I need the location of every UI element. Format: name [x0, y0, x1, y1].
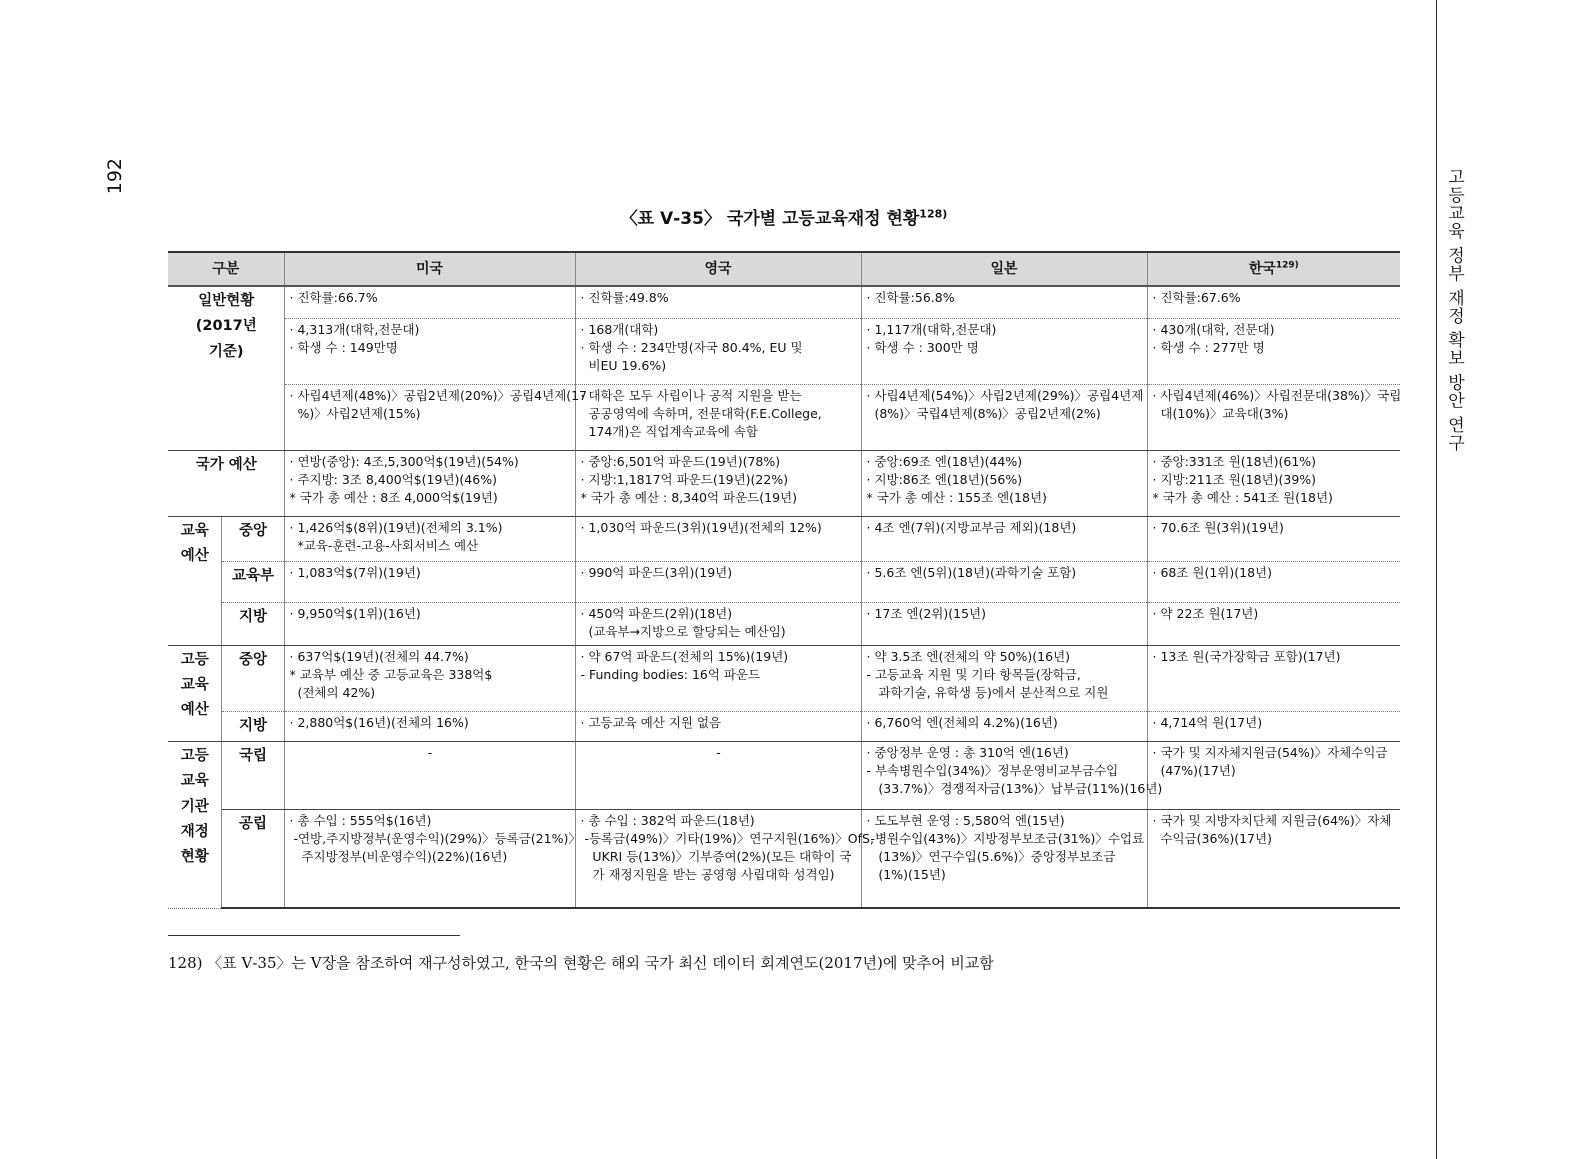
cell-line: -	[427, 744, 433, 760]
row-label-higher-finance	[168, 741, 221, 908]
cell-line: · 1,426억$(8위)(19년)(전체의 3.1%)	[289, 519, 503, 535]
header-category: 구분	[168, 252, 284, 286]
cell-uk	[575, 602, 861, 645]
cell-line: · 6,760억 엔(전체의 4.2%)(16년)	[866, 714, 1058, 730]
cell-line: · 지방:1,1817억 파운드(19년)(22%)	[580, 471, 789, 487]
label-line: 교육	[180, 676, 209, 693]
cell-jp	[861, 711, 1147, 741]
cell-line: * 국가 총 예산 : 541조 원(18년)	[1152, 489, 1333, 505]
cell-line: · 중앙:331조 원(18년)(61%)	[1152, 453, 1317, 469]
cell-line: · 학생 수 : 149만명	[289, 339, 398, 355]
label-line: 기관	[180, 798, 209, 815]
label-line: 일반현황	[198, 293, 255, 309]
sublabel-local: 지방	[221, 602, 284, 645]
cell-uk	[575, 561, 861, 602]
cell-jp	[861, 602, 1147, 645]
cell-us	[284, 561, 575, 602]
cell-line: · 17조 엔(2위)(15년)	[866, 605, 986, 621]
cell-line: - 고등교육 지원 및 기타 항목들(장학금,	[866, 666, 1081, 682]
cell-line: · 중앙정부 운영 : 총 310억 엔(16년)	[866, 744, 1069, 760]
cell-line: · 4,714억 원(17년)	[1152, 714, 1263, 730]
cell-line: · 430개(대학, 전문대)	[1152, 321, 1275, 337]
cell-jp	[861, 384, 1147, 450]
cell-line: 174개)은 직업계속교육에 속함	[580, 423, 758, 439]
header-kr-ref: 129)	[1275, 260, 1299, 271]
header-uk: 영국	[575, 252, 861, 286]
cell-line: * 교육부 예산 중 고등교육은 338억$	[289, 666, 493, 682]
cell-line: · 진학률:67.6%	[1152, 290, 1241, 305]
cell-line: %)〉사립2년제(15%)	[289, 405, 421, 421]
cell-line: 수익금(36%)(17년)	[1152, 831, 1272, 846]
cell-line: · 지방:211조 원(18년)(39%)	[1152, 471, 1317, 487]
cell-jp	[861, 645, 1147, 711]
row-label-general	[168, 286, 284, 450]
running-header: 고등교육 정부 재정 확보 방안 연구	[1444, 168, 1464, 453]
cell-line: · 4조 엔(7위)(지방교부금 제외)(18년)	[866, 519, 1077, 535]
label-line: 고등	[180, 651, 209, 668]
cell-line: · 학생 수 : 300만 명	[866, 339, 979, 355]
cell-line: · 990억 파운드(3위)(19년)	[580, 564, 733, 580]
cell-line: *교육-훈련-고용-사회서비스 예산	[289, 537, 479, 553]
cell-us	[284, 516, 575, 561]
header-row	[168, 252, 1400, 286]
cell-us	[284, 711, 575, 741]
cell-uk	[575, 450, 861, 516]
footnote-rule	[168, 935, 460, 936]
cell-line: · 70.6조 원(3위)(19년)	[1152, 519, 1284, 535]
cell-jp	[861, 516, 1147, 561]
header-jp: 일본	[861, 252, 1147, 286]
cell-line: (8%)〉국립4년제(8%)〉공립2년제(2%)	[866, 405, 1101, 421]
footnote: 128) 〈표 Ⅴ-35〉는 Ⅴ장을 참조하여 재구성하였고, 한국의 현황은 해외 국가 최신 데이터 회계연도(2017년)에 맞추어 비교함	[168, 954, 994, 972]
caption-footnote-ref: 128)	[919, 207, 948, 221]
cell-line: · 총 수입 : 555억$(16년)	[289, 812, 432, 828]
cell-line: -	[716, 744, 721, 760]
header-us: 미국	[284, 252, 575, 286]
cell-us	[284, 450, 575, 516]
cell-uk	[575, 711, 861, 741]
cell-kr	[1147, 809, 1400, 908]
label-line: (2017년	[195, 318, 257, 335]
cell-line: * 국가 총 예산 : 8,340억 파운드(19년)	[580, 489, 797, 505]
cell-us	[284, 741, 575, 809]
cell-line: · 약 22조 원(17년)	[1152, 605, 1259, 621]
cell-line: - Funding bodies: 16억 파운드	[580, 666, 761, 682]
cell-kr	[1147, 318, 1400, 384]
cell-line: (전체의 42%)	[289, 684, 376, 700]
cell-line: · 사립4년제(46%)〉사립전문대(38%)〉국립	[1152, 387, 1402, 403]
cell-line: · 450억 파운드(2위)(18년)	[580, 605, 733, 621]
label-line: 예산	[180, 702, 209, 719]
cell-line: 공공영역에 속하며, 전문대학(F.E.College,	[580, 405, 822, 421]
cell-line: · 고등교육 예산 지원 없음	[580, 714, 722, 730]
cell-kr	[1147, 384, 1400, 450]
cell-line: · 5.6조 엔(5위)(18년)(과학기술 포함)	[866, 564, 1077, 580]
sublabel-central: 중앙	[221, 645, 284, 711]
table-row	[168, 645, 1400, 711]
label-line: 교육	[180, 773, 209, 790]
cell-line: · 학생 수 : 277만 명	[1152, 339, 1265, 355]
cell-line: -병원수입(43%)〉지방정부보조금(31%)〉수업료	[866, 831, 1145, 846]
cell-us	[284, 318, 575, 384]
cell-line: · 주지방: 3조 8,400억$(19년)(46%)	[289, 471, 497, 487]
cell-line: 과학기술, 유학생 등)에서 분산적으로 지원	[866, 684, 1109, 700]
cell-uk	[575, 318, 861, 384]
cell-jp	[861, 318, 1147, 384]
table-row	[168, 450, 1400, 516]
cell-kr	[1147, 516, 1400, 561]
cell-line: 비EU 19.6%)	[580, 357, 667, 373]
row-label-national-budget: 국가 예산	[168, 450, 284, 516]
cell-kr	[1147, 741, 1400, 809]
cell-jp	[861, 561, 1147, 602]
table-row	[168, 602, 1400, 645]
label-line: 예산	[180, 547, 209, 564]
cell-line: · 총 수입 : 382억 파운드(18년)	[580, 812, 755, 828]
label-line: 재정	[180, 824, 209, 840]
cell-line: · 13조 원(국가장학금 포함)(17년)	[1152, 648, 1341, 664]
cell-line: · 사립4년제(48%)〉공립2년제(20%)〉공립4년제(17	[289, 387, 588, 403]
table-row	[168, 711, 1400, 741]
cell-line: · 중앙:69조 엔(18년)(44%)	[866, 453, 1023, 469]
header-kr	[1147, 252, 1400, 286]
cell-kr	[1147, 602, 1400, 645]
caption-text: 〈표 Ⅴ-35〉 국가별 고등교육재정 현황	[620, 209, 920, 229]
label-line: 교육	[180, 522, 209, 539]
sublabel-national: 국립	[221, 741, 284, 809]
sublabel-ministry: 교육부	[221, 561, 284, 602]
cell-us	[284, 384, 588, 450]
cell-line: (33.7%)〉경쟁적자금(13%)〉납부금(11%)(16년)	[866, 781, 1163, 797]
cell-kr	[1147, 450, 1400, 516]
cell-line: · 국가 및 지방자치단체 지원금(64%)〉자체	[1152, 812, 1392, 828]
table-row	[168, 561, 1400, 602]
cell-line: · 연방(중앙): 4조,5,300억$(19년)(54%)	[289, 453, 519, 469]
cell-us	[284, 645, 575, 711]
cell-line: · 1,117개(대학,전문대)	[866, 321, 997, 337]
cell-line: · 국가 및 지자체지원금(54%)〉자체수익금	[1152, 744, 1388, 760]
cell-uk	[575, 516, 861, 561]
cell-jp	[861, 809, 1147, 908]
cell-line: · 진학률:49.8%	[580, 290, 669, 305]
table-row	[168, 318, 1400, 384]
table-row	[168, 286, 1400, 318]
finance-table	[168, 251, 1400, 909]
cell-line: · 약 67억 파운드(전체의 15%)(19년)	[580, 648, 789, 664]
cell-line: (13%)〉연구수입(5.6%)〉중앙정부보조금	[866, 849, 1116, 865]
cell-line: · 637억$(19년)(전체의 44.7%)	[289, 648, 469, 664]
cell-line: * 국가 총 예산 : 155조 엔(18년)	[866, 489, 1047, 505]
cell-line: · 학생 수 : 234만명(자국 80.4%, EU 및	[580, 339, 803, 355]
cell-line: - 부속병원수입(34%)〉정부운영비교부금수입	[866, 763, 1119, 778]
cell-uk	[575, 384, 861, 450]
cell-line: 대(10%)〉교육대(3%)	[1152, 405, 1289, 421]
cell-line: 가 재정지원을 받는 공영형 사립대학 성격임)	[580, 867, 835, 883]
cell-line: -연방,주지방정부(운영수익)(29%)〉등록금(21%)〉	[289, 831, 581, 846]
cell-line: · 대학은 모두 사립이나 공적 지원을 받는	[580, 387, 802, 403]
cell-line: · 약 3.5조 엔(전체의 약 50%)(16년)	[866, 648, 1071, 664]
cell-line: (47%)(17년)	[1152, 763, 1236, 778]
table-caption	[168, 204, 1400, 229]
cell-line: -등록금(49%)〉기타(19%)〉연구지원(16%)〉OfS,	[580, 831, 874, 846]
cell-line: · 도도부현 운영 : 5,580억 엔(15년)	[866, 812, 1065, 828]
cell-line: * 국가 총 예산 : 8조 4,000억$(19년)	[289, 489, 498, 505]
sublabel-central: 중앙	[221, 516, 284, 561]
cell-line: · 9,950억$(1위)(16년)	[289, 605, 421, 621]
cell-line: 주지방정부(비운영수익)(22%)(16년)	[289, 849, 508, 865]
cell-line: · 2,880억$(16년)(전체의 16%)	[289, 714, 469, 730]
cell-jp	[861, 450, 1147, 516]
cell-line: · 1,083억$(7위)(19년)	[289, 564, 421, 580]
cell-uk	[575, 286, 861, 318]
cell-line: (1%)(15년)	[866, 867, 946, 883]
label-line: 기준)	[208, 343, 244, 360]
cell-uk	[575, 741, 861, 809]
cell-line: · 1,030억 파운드(3위)(19년)(전체의 12%)	[580, 519, 822, 535]
cell-us	[284, 602, 575, 645]
cell-line: · 중앙:6,501억 파운드(19년)(78%)	[580, 453, 781, 469]
cell-line: · 168개(대학)	[580, 321, 659, 337]
row-label-edu-budget	[168, 516, 221, 645]
cell-line: · 사립4년제(54%)〉사립2년제(29%)〉공립4년제	[866, 387, 1144, 403]
cell-line: · 진학률:66.7%	[289, 290, 378, 305]
cell-line: · 지방:86조 엔(18년)(56%)	[866, 471, 1023, 487]
cell-kr	[1147, 286, 1400, 318]
table-row	[168, 809, 1400, 908]
cell-line: · 4,313개(대학,전문대)	[289, 321, 420, 337]
margin-rule	[1436, 0, 1437, 1159]
cell-jp	[861, 741, 1163, 809]
table-row	[168, 741, 1400, 809]
sublabel-local: 지방	[221, 711, 284, 741]
cell-us	[284, 809, 581, 908]
row-label-higher-budget	[168, 645, 221, 741]
label-line: 고등	[180, 747, 209, 764]
cell-line: · 진학률:56.8%	[866, 290, 955, 305]
cell-line: UKRI 등(13%)〉기부증여(2%)(모든 대학이 국	[580, 849, 852, 865]
cell-line: (교육부→지방으로 할당되는 예산임)	[580, 623, 786, 639]
table-row	[168, 384, 1400, 450]
cell-kr	[1147, 645, 1400, 711]
label-line: 현황	[180, 849, 209, 866]
cell-uk	[575, 809, 874, 908]
cell-jp	[861, 286, 1147, 318]
cell-us	[284, 286, 575, 318]
sublabel-public: 공립	[221, 809, 284, 908]
page-number: 192	[104, 158, 126, 195]
cell-kr	[1147, 561, 1400, 602]
cell-kr	[1147, 711, 1400, 741]
header-kr-label: 한국	[1248, 260, 1276, 277]
cell-uk	[575, 645, 861, 711]
cell-line: · 68조 원(1위)(18년)	[1152, 564, 1272, 580]
table-row	[168, 516, 1400, 561]
